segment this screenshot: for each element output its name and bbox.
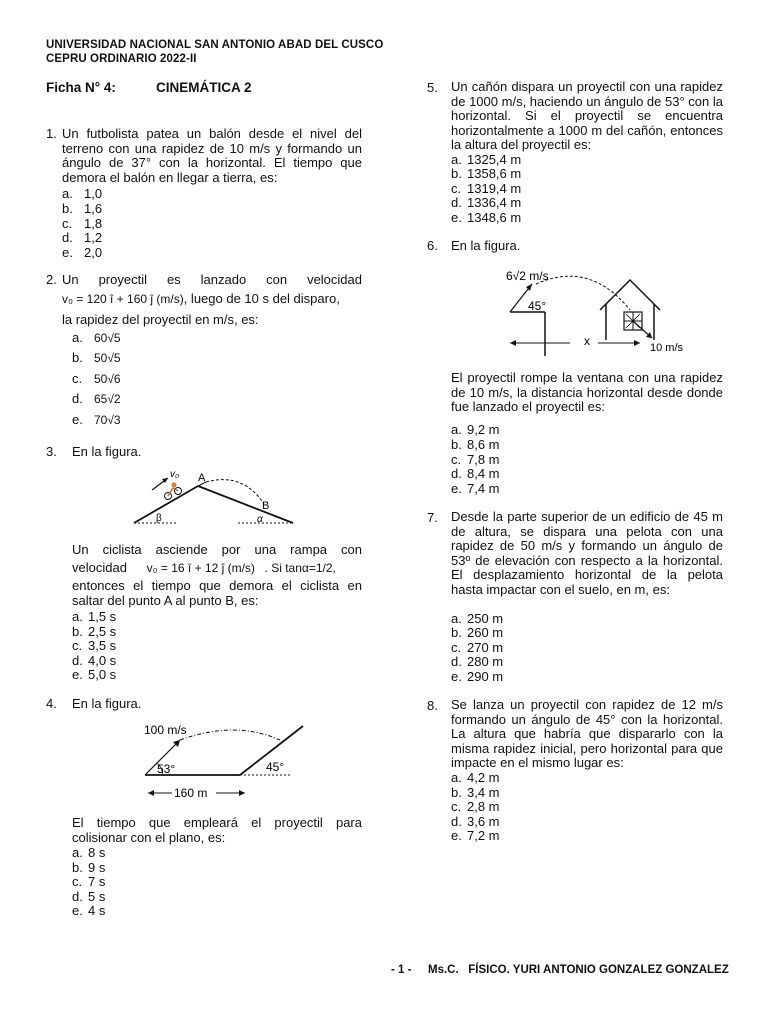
question-text: Se lanza un proyectil con rapidez de 12 m/s formando un ángulo de 45° con la horizontal. La altura que habría que dispararlo con la misma rapidez inicial, pero horizontal para que impacte en el mismo lugar es:: [451, 697, 723, 771]
question-text: Un ciclista asciende por una rampa con: [72, 542, 362, 557]
author-credit: Ms.C. FÍSICO. YURI ANTONIO GONZALEZ GONZALEZ: [428, 964, 729, 976]
question-number: 5.: [427, 80, 438, 95]
option: b. 1358,6 m: [451, 166, 522, 181]
university-name: UNIVERSIDAD NACIONAL SAN ANTONIO ABAD DEL CUSCO: [46, 39, 384, 51]
option: d. 280 m: [451, 654, 504, 669]
question-text: entonces el tiempo que demora el ciclista en saltar del punto A al punto B, es:: [72, 578, 362, 608]
angle-45-label: 45°: [266, 760, 285, 774]
option: d. 8,4 m: [451, 466, 500, 481]
angle-45-label: 45°: [528, 299, 547, 313]
page-title: CINEMÁTICA 2: [156, 80, 252, 95]
question-text: Desde la parte superior de un edificio de 45 m de altura, se dispara una pelota con una rapidez de 50 m/s y formando un ángulo de 53º de elevación con respecto a la horizontal. El desplazamiento horizontal de la pelota hasta impactar con el suelo, en m, es:: [451, 509, 723, 597]
page-number: - 1 -: [391, 964, 412, 976]
course-name: CEPRU ORDINARIO 2022-II: [46, 53, 197, 65]
option: a. 8 s: [72, 845, 106, 860]
option: c. 7 s: [72, 874, 106, 889]
question-2: [46, 273, 362, 288]
ficha-label: Ficha N° 4:: [46, 80, 116, 95]
v0-label: v₀: [170, 469, 180, 480]
question-number: 2.: [46, 272, 57, 287]
option: b. 8,6 m: [451, 437, 500, 452]
question-text: la rapidez del proyectil en m/s, es:: [62, 312, 259, 327]
option: e. 290 m: [451, 669, 504, 684]
figure-inclined-plane: [140, 718, 310, 804]
option: e. 7,2 m: [451, 828, 500, 843]
option: b. 3,4 m: [451, 785, 500, 800]
question-intro: En la figura.: [72, 444, 142, 459]
speed-end-label: 10 m/s: [650, 342, 684, 354]
option: d. 5 s: [72, 889, 106, 904]
point-a-label: A: [198, 472, 206, 484]
figure-ramp-cyclist: [128, 466, 298, 528]
question-intro: En la figura.: [451, 238, 521, 253]
speed-top-label: 6√2 m/s: [506, 269, 549, 283]
option: a. 1325,4 m: [451, 152, 522, 167]
option: e. 4 s: [72, 903, 106, 918]
option: d. 4,0 s: [72, 653, 117, 668]
figure-house-window: [500, 262, 700, 356]
question-text: El proyectil rompe la ventana con una rapidez de 10 m/s, la distancia horizontal desde donde fue lanzado el proyectil es:: [451, 370, 723, 415]
question-number: 8.: [427, 698, 438, 713]
option: d. 65√2: [72, 391, 121, 406]
x-label: x: [584, 334, 590, 348]
option: b. 1,6: [62, 201, 103, 216]
option: c. 2,8 m: [451, 799, 500, 814]
option: d. 1,2: [62, 230, 103, 245]
question-text: . Si tanα=1/2,: [264, 561, 336, 575]
option: a. 9,2 m: [451, 422, 500, 437]
option: a. 4,2 m: [451, 770, 500, 785]
question-number: 7.: [427, 510, 438, 525]
option: c. 1,8: [62, 216, 103, 231]
option: b. 2,5 s: [72, 624, 117, 639]
distance-label: 160 m: [174, 786, 208, 800]
question-text: El tiempo que empleará el proyectil para colisionar con el plano, es:: [72, 815, 362, 845]
velocity-vector: v₀ = 120 î + 160 ĵ (m/s): [62, 292, 184, 306]
velocity-vector: v₀ = 16 î + 12 ĵ (m/s): [146, 561, 255, 575]
option: b. 9 s: [72, 860, 106, 875]
question-number: 3.: [46, 444, 57, 459]
option: b. 50√5: [72, 350, 121, 365]
option: e. 5,0 s: [72, 667, 117, 682]
question-text: , luego de 10 s del disparo,: [183, 291, 340, 306]
option: e. 7,4 m: [451, 481, 500, 496]
option: c. 1319,4 m: [451, 181, 522, 196]
question-text: Un cañón dispara un proyectil con una rapidez de 1000 m/s, haciendo un ángulo de 53° con la horizontal. Si el proyectil se encuentra horizontalmente a 1000 m del cañón, entonces la altura del proyectil es:: [451, 79, 723, 153]
question-3-math-line: [72, 560, 362, 575]
option: a. 60√5: [72, 330, 121, 345]
question-text: Un futbolista patea un balón desde el nivel del terreno con una rapidez de 10 m/s y formando un ángulo de 37° con la horizontal. El tiempo que demora el balón en llegar a tierra, es:: [62, 126, 362, 185]
alpha-label: α: [257, 514, 263, 525]
question-number: 4.: [46, 696, 57, 711]
point-b-label: B: [262, 500, 270, 512]
angle-53-label: 53°: [157, 762, 176, 776]
question-2-math-line: [62, 291, 340, 306]
option: e. 1348,6 m: [451, 210, 522, 225]
question-1: [46, 127, 362, 185]
option: d. 1336,4 m: [451, 195, 522, 210]
option: e. 70√3: [72, 412, 121, 427]
option: d. 3,6 m: [451, 814, 500, 829]
option: a. 1,5 s: [72, 609, 117, 624]
option: c. 50√6: [72, 371, 121, 386]
option: b. 260 m: [451, 625, 504, 640]
speed-label: 100 m/s: [144, 723, 187, 737]
option: c. 7,8 m: [451, 452, 500, 467]
question-intro: En la figura.: [72, 696, 142, 711]
question-text: Un proyectil es lanzado con velocidad: [62, 272, 362, 287]
question-number: 1.: [46, 126, 57, 141]
option: a. 250 m: [451, 611, 504, 626]
option: c. 3,5 s: [72, 638, 117, 653]
beta-label: β: [156, 513, 162, 524]
option: e. 2,0: [62, 245, 103, 260]
option: c. 270 m: [451, 640, 504, 655]
question-number: 6.: [427, 238, 438, 253]
option: a. 1,0: [62, 186, 103, 201]
question-text: velocidad: [72, 560, 127, 575]
